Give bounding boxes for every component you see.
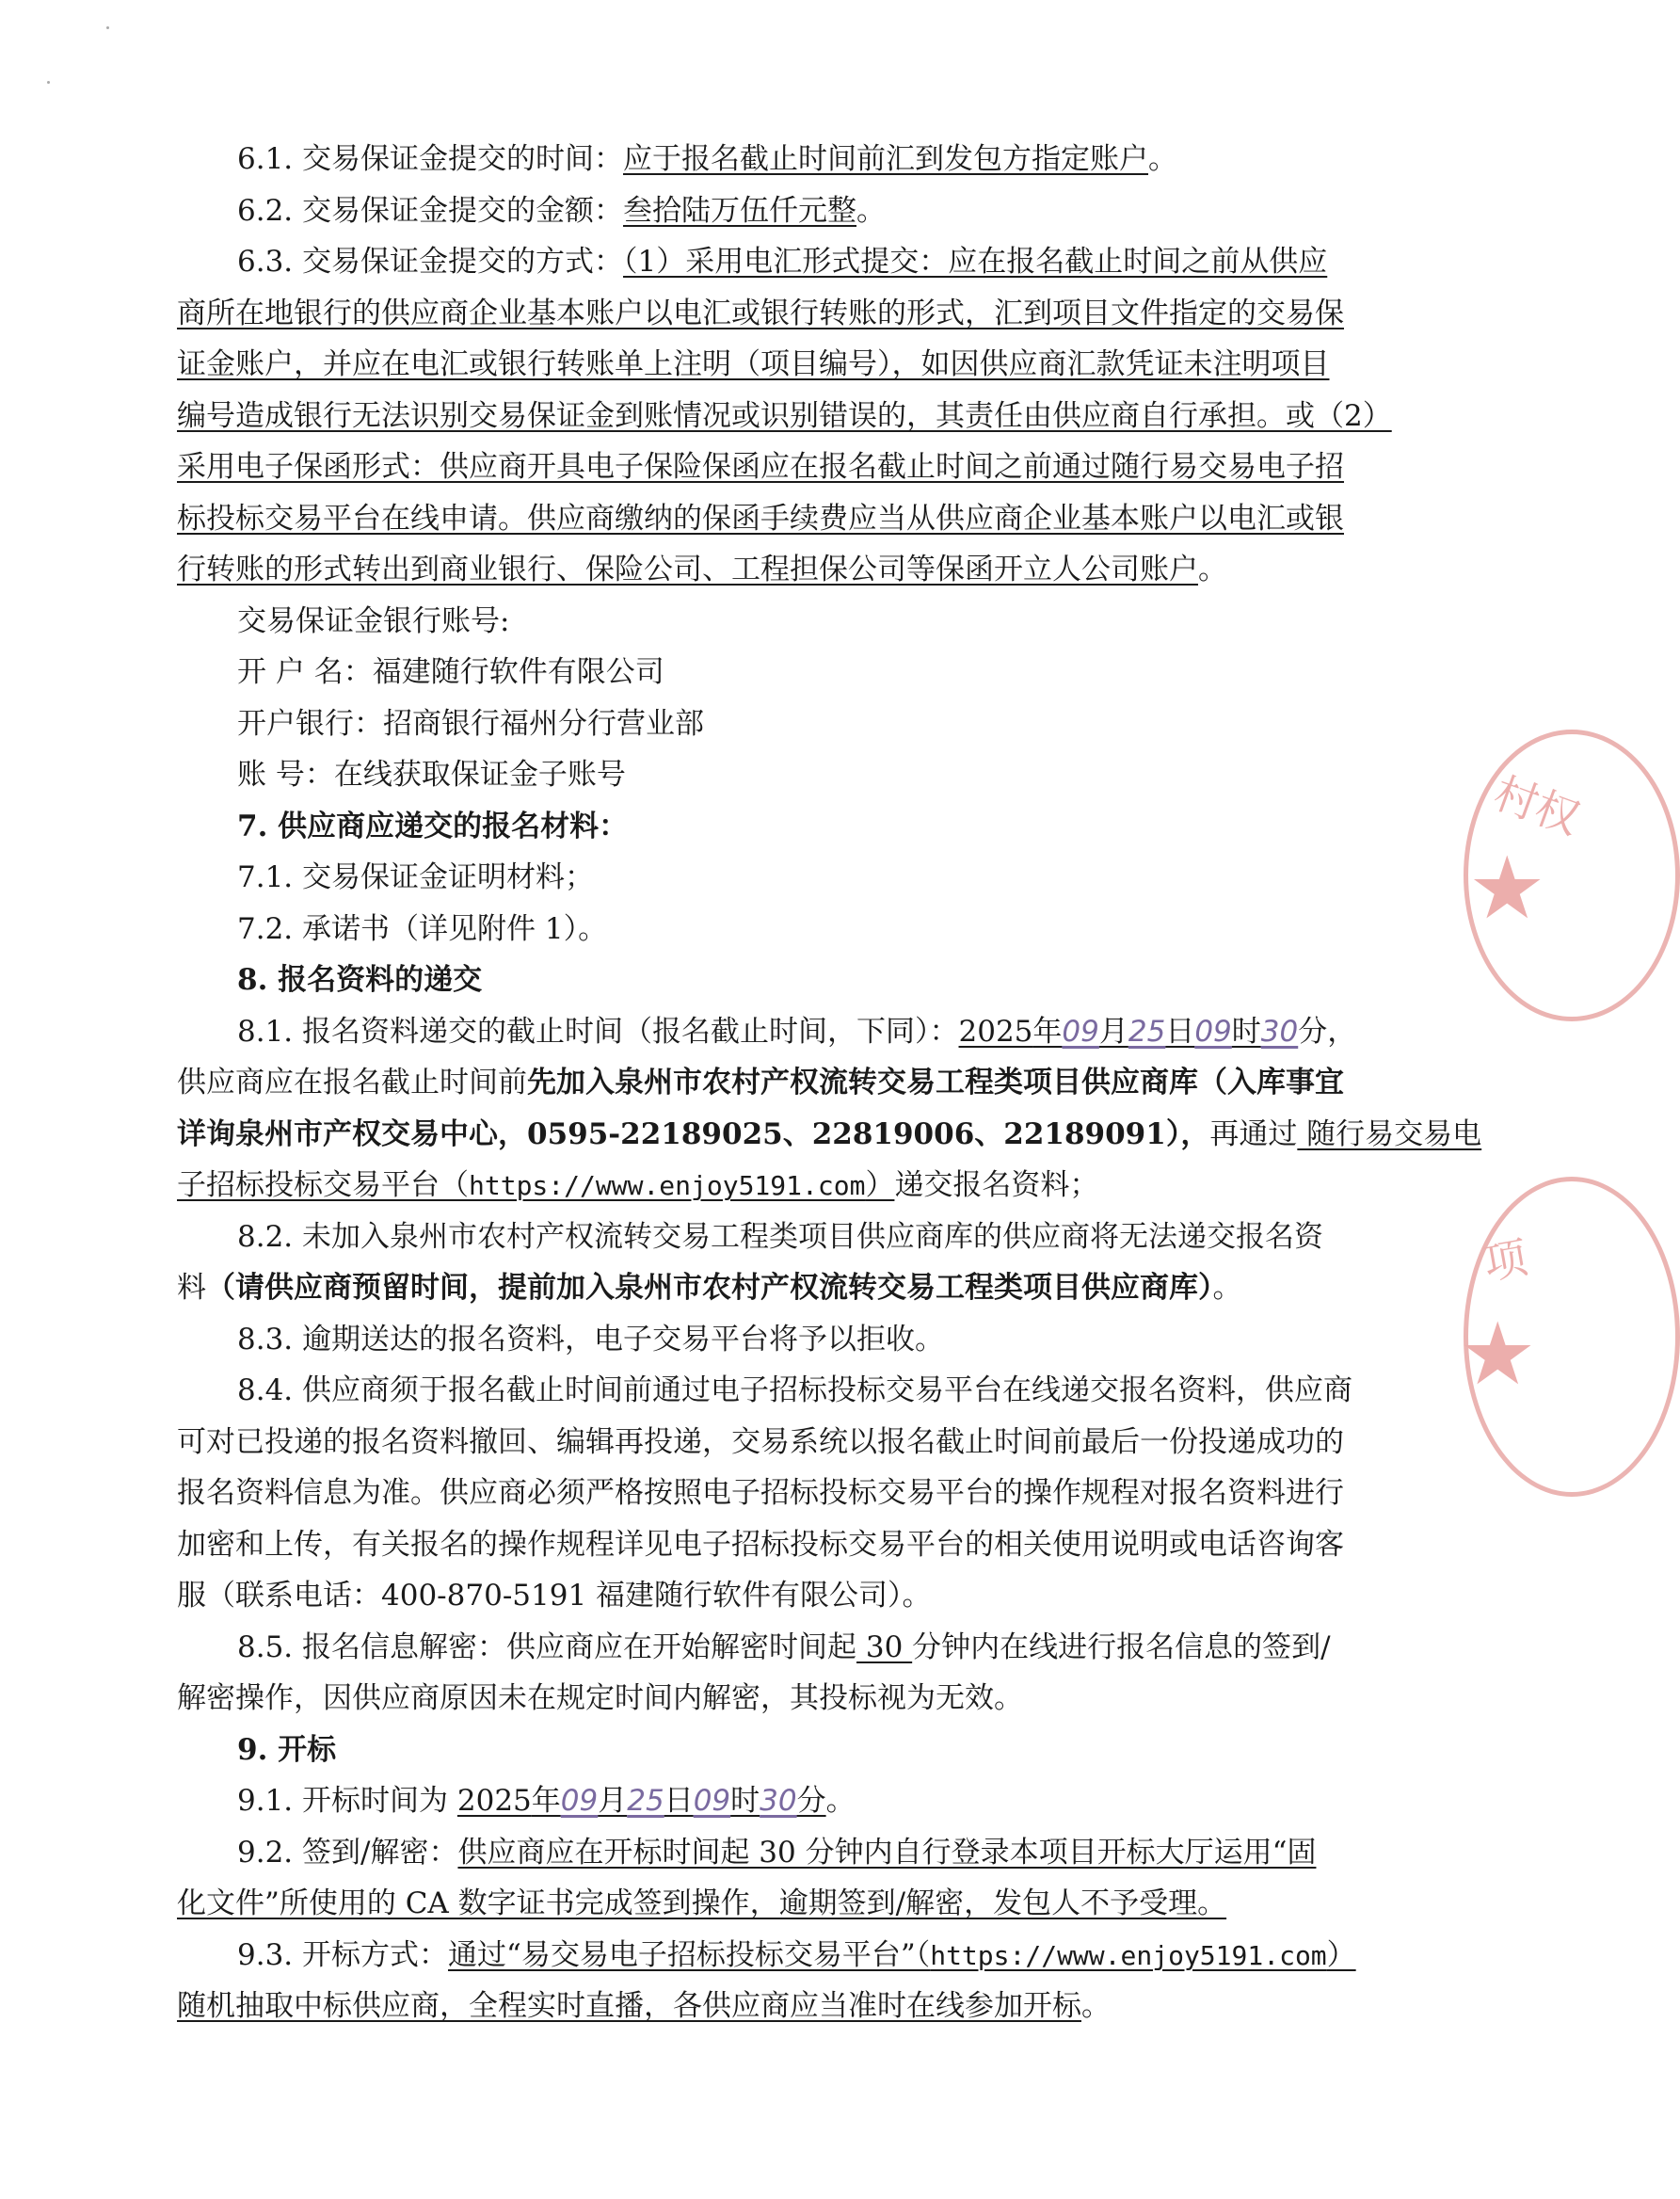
text-segment: 年 [1032,1014,1063,1049]
official-seal-bottom [1459,1177,1680,1497]
text-segment: 随行易交易电 [1297,1116,1482,1151]
text-segment: 8.2. 未加入泉州市农村产权流转交易工程类项目供应商库的供应商将无法递交报名资 [237,1219,1324,1254]
text-segment: 服（联系电话：400-870-5191 福建随行软件有限公司）。 [177,1579,932,1613]
text-segment: 日 [1165,1014,1195,1049]
text-segment: 年 [531,1784,561,1818]
text-line [177,1622,1438,1674]
text-segment: 月 [598,1784,628,1818]
text-line [177,698,1438,750]
text-line [177,1365,1438,1417]
text-segment: （1）采用电汇形式提交：应在报名截止时间之前从供应 [623,245,1328,279]
text-line [177,1006,1438,1058]
text-segment: 分钟内在线进行报名信息的签到/ [912,1629,1331,1664]
text-line [177,801,1438,853]
text-line [177,493,1438,545]
handwritten-value: 30 [1260,1014,1299,1049]
official-seal-top [1464,730,1680,1021]
text-segment: 7.2. 承诺书（详见附件 1）。 [237,911,608,946]
bold-text: （请供应商预留时间，提前加入泉州市农村产权流转交易工程类项目供应商库） [206,1271,1213,1305]
text-line [177,904,1438,955]
text-segment: 。 [1198,553,1227,586]
text-line [177,852,1438,904]
handwritten-value: 09 [693,1784,731,1818]
text-segment: 8.1. 报名资料递交的截止时间（报名截止时间，下同）： [237,1014,959,1049]
seal-star-icon: ★ [1459,1304,1537,1404]
text-line [177,1725,1438,1776]
text-segment: 解密操作，因供应商原因未在规定时间内解密，其投标视为无效。 [177,1681,1023,1715]
text-segment: 叁拾陆万伍仟元整 [623,193,857,228]
text-segment: 料 [177,1271,206,1305]
text-line [177,1673,1438,1725]
text-segment: 8.5. 报名信息解密：供应商应在开始解密时间起 [237,1629,857,1664]
text-segment: 标投标交易平台在线申请。供应商缴纳的保函手续费应当从供应商企业基本账户以电汇或银 [177,501,1344,536]
text-segment: 。 [1212,1271,1242,1305]
text-segment: ） [1326,1937,1356,1972]
text-line [177,391,1438,442]
text-segment: 供应商应在开标时间起 30 分钟内自行登录本项目开标大厅运用“固 [457,1835,1317,1870]
text-line [177,1930,1438,1982]
text-segment: 。 [825,1784,856,1818]
text-segment: 报名资料信息为准。供应商必须严格按照电子招标投标交易平台的操作规程对报名资料进行 [177,1476,1344,1510]
text-segment: 交易保证金银行账号: [237,603,510,638]
text-line [177,1314,1438,1366]
text-segment: 行转账的形式转出到商业银行、保险公司、工程担保公司等保函开立人公司账户 [177,553,1198,586]
text-segment: 应于报名截止时间前汇到发包方指定账户 [623,142,1149,176]
text-segment: 通过“易交易电子招标投标交易平台”（ [448,1937,931,1972]
text-segment: 供应商应在报名截止时间前 [177,1066,527,1100]
text-segment: 开 户 名：福建随行软件有限公司 [237,655,664,689]
text-segment: 。 [1081,1989,1111,2023]
text-segment: 采用电子保函形式：供应商开具电子保险保函应在报名截止时间之前通过随行易交易电子招 [177,450,1344,484]
text-line [177,1468,1438,1519]
handwritten-value: 09 [1062,1014,1099,1049]
text-segment: 时 [1231,1014,1261,1049]
text-segment: 30 [856,1629,913,1664]
text-segment: 9.1. 开标时间为 [237,1784,457,1818]
text-line [177,1109,1482,1161]
text-segment: 随机抽取中标供应商，全程实时直播，各供应商应当准时在线参加开标 [177,1989,1081,2023]
handwritten-value: 25 [627,1784,664,1818]
text-segment: https://www.enjoy5191.com [930,1939,1327,1971]
text-line [177,185,1438,237]
bold-text: 详询泉州市产权交易中心，0595-22189025、22819006、22189091）， [177,1116,1210,1151]
text-line [177,1570,1438,1622]
text-line [177,134,1438,185]
text-line [177,1981,1438,2032]
text-segment: 再通过 [1209,1116,1298,1151]
text-line [177,339,1438,391]
handwritten-value: 30 [760,1784,797,1818]
text-line [177,1878,1438,1930]
bold-text: 先加入泉州市农村产权流转交易工程类项目供应商库（入库事宜 [527,1066,1344,1100]
text-segment: 9.3. 开标方式： [237,1937,449,1972]
text-segment: 商所在地银行的供应商企业基本账户以电汇或银行转账的形式，汇到项目文件指定的交易保 [177,296,1344,330]
text-segment: 分， [1298,1014,1357,1049]
text-segment: 证金账户，并应在电汇或银行转账单上注明（项目编号），如因供应商汇款凭证未注明项目 [177,347,1330,381]
text-line [177,596,1438,648]
handwritten-value: 25 [1128,1014,1166,1049]
text-line [177,236,1438,288]
text-line [177,441,1438,493]
text-segment: 。 [856,193,887,228]
text-line [177,1057,1438,1109]
text-segment: 6.2. 交易保证金提交的金额： [237,193,624,228]
seal-text: 项 [1480,1231,1531,1290]
text-segment: 可对已投递的报名资料撤回、编辑再投递，交易系统以报名截止时间前最后一份投递成功的 [177,1424,1344,1459]
scan-speck [106,26,109,29]
text-line [177,288,1438,340]
text-segment: ） [865,1168,895,1202]
text-segment: 2025 [958,1014,1033,1049]
text-line [177,1262,1438,1314]
text-line [177,1417,1438,1469]
text-segment: 编号造成银行无法识别交易保证金到账情况或识别错误的，其责任由供应商自行承担。或（2） [177,398,1392,433]
text-segment: 加密和上传，有关报名的操作规程详见电子招标投标交易平台的相关使用说明或电话咨询客 [177,1527,1344,1562]
text-segment: 化文件”所使用的 CA 数字证书完成签到操作，逾期签到/解密，发包人不予受理。 [177,1886,1227,1920]
text-line [177,955,1438,1006]
handwritten-value: 09 [1194,1014,1232,1049]
text-segment: 2025 [456,1784,532,1818]
text-segment: 分 [796,1784,826,1818]
text-segment: 日 [664,1784,694,1818]
text-segment: 。 [1148,142,1178,176]
text-line [177,1212,1438,1263]
text-segment: 6.3. 交易保证金提交的方式： [237,245,624,279]
text-segment: 7.1. 交易保证金证明材料； [237,860,595,894]
text-line [177,1827,1438,1879]
text-segment: 8.4. 供应商须于报名截止时间前通过电子招标投标交易平台在线递交报名资料，供应商 [237,1373,1353,1407]
handwritten-value: 09 [560,1784,599,1818]
text-segment: 9.2. 签到/解密： [237,1835,458,1870]
scan-speck [47,81,50,84]
text-segment: 6.1. 交易保证金提交的时间： [237,142,624,176]
bold-text: 7. 供应商应递交的报名材料： [237,809,629,843]
text-line [177,749,1438,801]
text-line [177,1160,1438,1212]
text-segment: 时 [730,1784,760,1818]
bold-text: 9. 开标 [237,1732,337,1767]
text-line [177,647,1438,698]
text-line [177,1519,1438,1571]
text-segment: 递交报名资料； [894,1168,1099,1202]
text-segment: 子招标投标交易平台（ [177,1168,469,1202]
seal-star-icon: ★ [1468,838,1546,939]
text-line [177,1775,1438,1827]
bold-text: 8. 报名资料的递交 [237,963,483,997]
text-segment: 开户银行：招商银行福州分行营业部 [237,706,704,741]
text-segment: 月 [1098,1014,1128,1049]
seal-text: 村权 [1487,766,1587,844]
text-segment: 账 号：在线获取保证金子账号 [237,758,626,792]
document-body [177,134,1482,2032]
text-segment: https://www.enjoy5191.com [469,1170,866,1201]
text-line [177,544,1438,596]
text-segment: 8.3. 逾期送达的报名资料，电子交易平台将予以拒收。 [237,1322,945,1356]
